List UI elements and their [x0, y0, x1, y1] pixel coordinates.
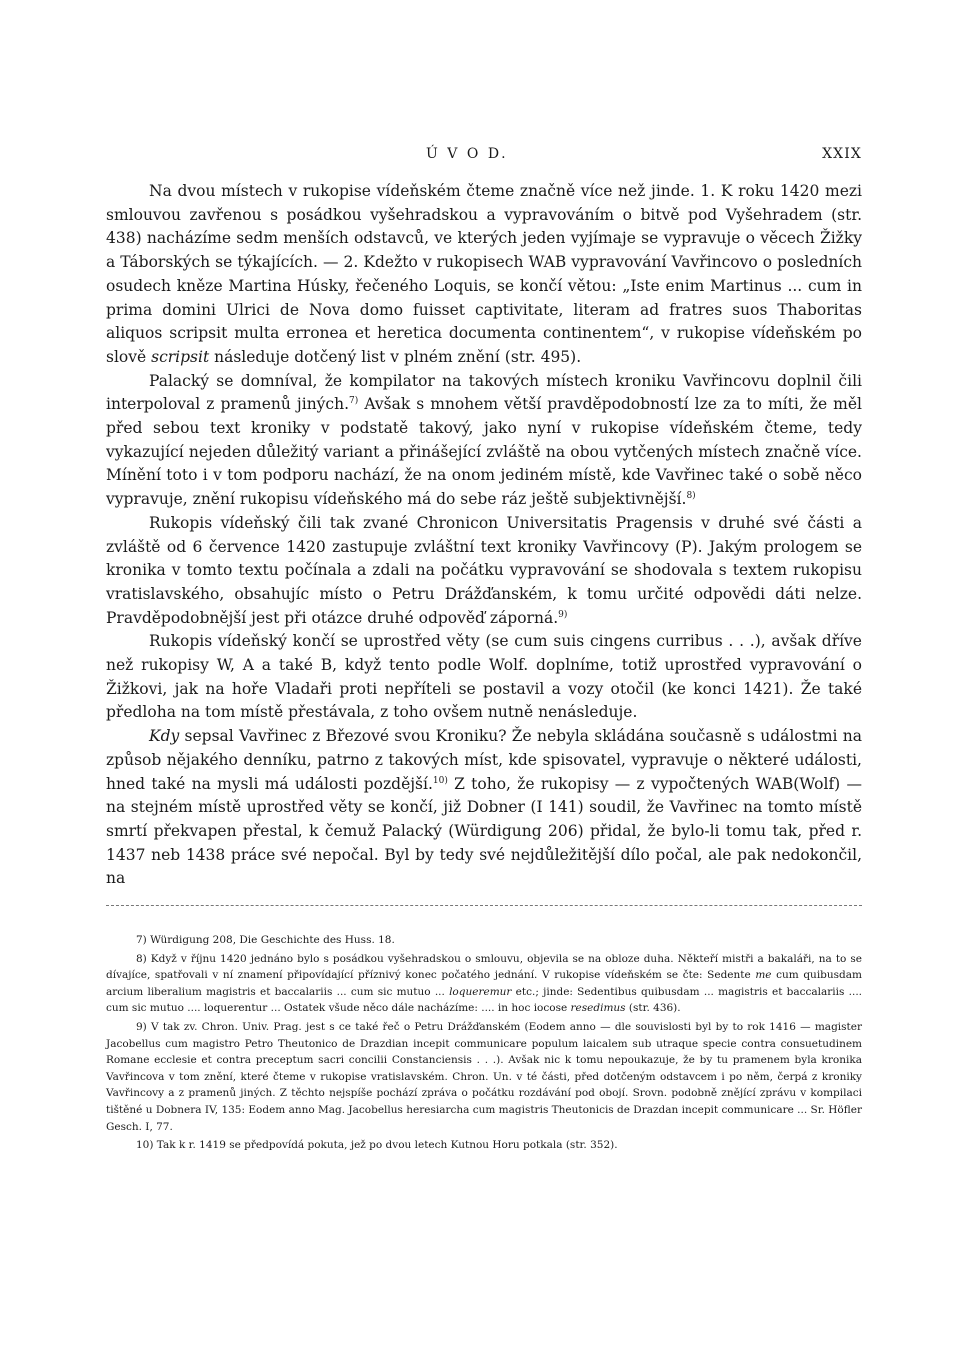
paragraph-4: Rukopis vídeňský končí se uprostřed věty (se cum suis cingens curribus . . .), avšak dříve než rukopisy W, A a také B, když tento podle Wolf. doplníme, totiž uprostřed vypravování o Žižkovi, jak na hoře Vladaři proti nepříteli se postavil a vozy otočil (ke konci 1421). Že také předloha na tom místě přestávala, z toho ovšem nutně nenásleduje.	[106, 632, 862, 722]
running-title: Ú V O D.	[426, 146, 509, 162]
footnote-9: 9) V tak zv. Chron. Univ. Prag. jest s ce také řeč o Petru Drážďanském (Eodem anno — dle souvislosti byl by to rok 1416 — magister Jacobellus cum magistro Petro Theutonico de Drazdian incepit communicare populum laicalem sub utraque specie contra consuetudinem Romane ecclesie et contra preceptum sacri concilii Constanciensis . . .). Avšak nic k tomu nepoukazuje, že by tu pramenem byla kronika Vavřincova v tom znění, které čteme v rukopise vratislavském. Chron. Un. v té části, před dotčeným odstavcem i po něm, čerpá z kroniky Vavřincovy a z pramenů jiných. Z těchto nejspíše pochází zpráva o počátku rozdávání pod obojí. Srovn. podobně znějící zprávu v kompilaci tištěné u Dobnera IV, 135: Eodem anno Mag. Jacobellus heresiarcha cum magistris Theutonicis de Drazdan incepit communicare ... Sr. Höfler Gesch. I, 77.	[106, 1021, 862, 1133]
paragraph-5: Kdy sepsal Vavřinec z Březové svou Kroniku? Že nebyla skládána současně s událostmi na způsob nějakého denníku, patrno z takových míst, kde spisovatel, vypravuje o některé události, hned také na mysli má události pozdější.$^{10)}$ Z toho, že rukopisy — z vypočtených WAB(Wolf) — na stejném místě uprostřed věty se končí, již Dobner (I 141) soudil, že Vavřinec na tomto místě smrtí překvapen přestal, k čemuž Palacký (Würdigung 206) přidal, že bylo-li tomu tak, před r. 1437 neb 1438 práce své nepočal. Byl by tedy své nejdůležitější dílo počal, ale pak nedokončil, na	[106, 727, 862, 888]
footnote-ref-8: 8)	[686, 490, 696, 501]
footnote-7: 7) Würdigung 208, Die Geschichte des Huss. 18.	[136, 934, 395, 947]
document-page	[106, 146, 862, 1156]
footnote-ref-9: 9)	[558, 609, 568, 620]
page-number: XXIX	[822, 146, 862, 162]
footnote-divider	[106, 905, 862, 906]
paragraph-3: Rukopis vídeňský čili tak zvané Chronicon Universitatis Pragensis v druhé své části a zvláště od 6 července 1420 zastupuje zvláštní text kroniky Vavřincovy (P). Jakým prologem se kronika v tomto textu počínala a zdali na počátku vypravování se shodovala s textem rukopisu vratislavského, obsahujíc místo o Petru Drážďanském, k tomu určité odpovědi dáti nelze. Pravděpodobnější jest při otázce druhé odpověď záporná.$^{9)}$	[106, 513, 862, 627]
footnote-ref-10: 10)	[432, 775, 448, 786]
page-header	[106, 146, 862, 172]
footnotes	[106, 932, 862, 1154]
footnote-8: 8) Když v říjnu 1420 jednáno bylo s posádkou vyšehradskou o smlouvu, objevila se na obloze duha. Někteří mistři a bakaláři, na to se dívajíce, spatřovali v ní znamení připovídající příznivý konec počatého jednání. V rukopise vídeňském se čte: Sedente me cum quibusdam arcium liberalium magistris et baccalariis ... cum sic mutuo ... loqueremur etc.; jinde: Sedentibus quibusdam ... magistris et baccalariis .... cum sic mutuo .... loquerentur ... Ostatek všude něco dále nacházíme: .... in hoc iocose resedimus (str. 436).	[106, 952, 863, 1015]
paragraph-1: Na dvou místech v rukopise vídeňském čteme značně více než jinde. 1. K roku 1420 mezi smlouvou zavřenou s posádkou vyšehradskou a vypravováním o bitvě pod Vyšehradem (str. 438) nacházíme sedm menších odstavců, ve kterých jeden vyjímaje se vypravuje o věcech Žižky a Táborských se týkajících. — 2. Kdežto v rukopisech WAB vypravování Vavřincovo o posledních osudech kněze Martina Húsky, řečeného Loquis, se končí větou: „Iste enim Martinus ... cum in prima domini Ulrici de Nova domo fuisset captivitate, literam ad fratres suos Thaboritas aliquos scripsit multa erronea et heretica documenta continentem“, v rukopise vídeňském po slově scripsit následuje dotčený list v plném znění (str. 495).	[106, 182, 862, 366]
paragraph-2: Palacký se domníval, že kompilator na takových místech kroniku Vavřincovu doplnil čili interpoloval z pramenů jiných.$^{7)}$ Avšak s mnohem větší pravděpodobností lze za to míti, že měl před sebou text kroniky v podstatě takový, jako nyní v rukopise vídeňském čteme, tedy vykazující nejeden důležitý variant a přinášející zvláště na obou vytčených místech značně více. Mínění toto i v tom podporu nachází, že na onom jediném místě, kde Vavřinec také o sobě něco vypravuje, znění rukopisu vídeňského má do sebe ráz ještě subjektivnější.$^{8)}$	[106, 371, 862, 509]
footnote-ref-7: 7)	[349, 396, 359, 407]
body-text	[106, 180, 862, 891]
footnote-10: 10) Tak k r. 1419 se předpovídá pokuta, jež po dvou letech Kutnou Horu potkala (str. 352).	[136, 1139, 618, 1152]
